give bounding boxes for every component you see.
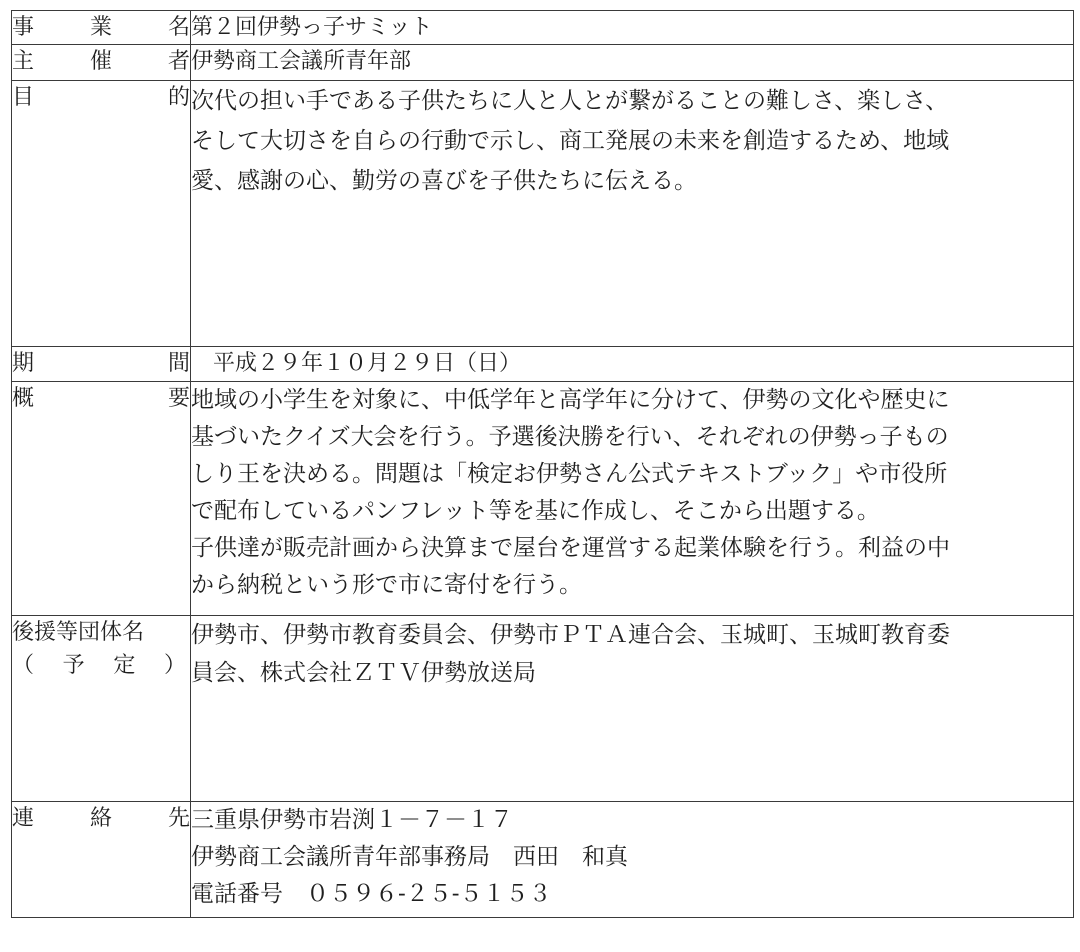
- value-cell-event-name: [191, 11, 1074, 45]
- overview-line: しり王を決める。問題は「検定お伊勢さん公式テキストブック」や市役所: [191, 461, 948, 487]
- row-event-name: [12, 11, 1074, 45]
- event-name-text: 第２回伊勢っ子サミット: [191, 15, 433, 40]
- label-char: 期: [12, 351, 35, 376]
- period-text: 平成２９年１０月２９日（日）: [191, 351, 522, 376]
- label-contact: [12, 802, 190, 835]
- value-cell-supporters: [191, 616, 1074, 802]
- label-char: 事: [12, 15, 35, 40]
- row-purpose: [12, 81, 1074, 347]
- value-cell-overview: [191, 382, 1074, 616]
- label-char: 目: [12, 85, 35, 110]
- label-cell-contact: [12, 802, 191, 918]
- value-cell-period: [191, 347, 1074, 382]
- label-cell-supporters: [12, 616, 191, 802]
- value-cell-contact: [191, 802, 1074, 918]
- contact-office: 伊勢商工会議所青年部事務局 西田 和真: [191, 844, 628, 870]
- row-supporters: [12, 616, 1074, 802]
- label-char: 催: [89, 49, 112, 74]
- value-cell-organizer: [191, 45, 1074, 81]
- row-period: [12, 347, 1074, 382]
- organizer-text: 伊勢商工会議所青年部: [191, 49, 412, 74]
- label-char: 名: [167, 15, 190, 40]
- label-overview: [12, 382, 190, 415]
- label-cell-period: [12, 347, 191, 382]
- label-period: [12, 347, 190, 380]
- purpose-line: 愛、感謝の心、勤労の喜びを子供たちに伝える。: [191, 168, 697, 194]
- label-event-name: [12, 11, 190, 44]
- contact-phone: 電話番号 ０５９６-２５-５１５３: [191, 881, 552, 907]
- event-info-table: [11, 10, 1074, 918]
- label-supporters: [12, 616, 190, 649]
- label-char: 的: [167, 85, 190, 110]
- label-char: 要: [167, 386, 190, 411]
- purpose-line: 次代の担い手である子供たちに人と人とが繋がることの難しさ、楽しさ、: [191, 88, 949, 114]
- label-char: 予: [62, 653, 85, 678]
- label-supporters-planned: [12, 649, 190, 682]
- overview-line: から納税という形で市に寄付を行う。: [191, 572, 582, 598]
- label-cell-organizer: [12, 45, 191, 81]
- label-char: 概: [12, 386, 35, 411]
- overview-line: 基づいたクイズ大会を行う。予選後決勝を行い、それぞれの伊勢っ子もの: [191, 424, 949, 450]
- overview-line: で配布しているパンフレット等を基に作成し、そこから出題する。: [191, 498, 880, 524]
- row-overview: [12, 382, 1074, 616]
- row-organizer: [12, 45, 1074, 81]
- label-text: 後援等団体名: [12, 620, 145, 645]
- label-char: ）: [163, 653, 186, 678]
- label-char: 業: [89, 15, 112, 40]
- label-char: （: [12, 653, 35, 678]
- value-cell-purpose: [191, 81, 1074, 347]
- overview-line: 地域の小学生を対象に、中低学年と高学年に分けて、伊勢の文化や歴史に: [191, 387, 950, 413]
- overview-line: 子供達が販売計画から決算まで屋台を運営する起業体験を行う。利益の中: [191, 535, 950, 561]
- label-char: 定: [113, 653, 136, 678]
- label-char: 連: [12, 806, 35, 831]
- form-sheet: [11, 10, 1074, 941]
- label-char: 絡: [89, 806, 112, 831]
- label-cell-event-name: [12, 11, 191, 45]
- purpose-line: そして大切さを自らの行動で示し、商工発展の未来を創造するため、地域: [191, 128, 950, 154]
- supporters-line: 伊勢市、伊勢市教育委員会、伊勢市ＰＴＡ連合会、玉城町、玉城町教育委: [191, 622, 950, 648]
- label-cell-overview: [12, 382, 191, 616]
- label-char: 先: [167, 806, 190, 831]
- label-char: 者: [167, 49, 190, 74]
- label-purpose: [12, 81, 190, 114]
- supporters-line: 員会、株式会社ＺＴＶ伊勢放送局: [191, 660, 536, 686]
- label-organizer: [12, 45, 190, 78]
- contact-address: 三重県伊勢市岩渕１－７－１７: [191, 807, 513, 833]
- row-contact: [12, 802, 1074, 918]
- label-char: 間: [167, 351, 190, 376]
- label-char: 主: [12, 49, 35, 74]
- label-cell-purpose: [12, 81, 191, 347]
